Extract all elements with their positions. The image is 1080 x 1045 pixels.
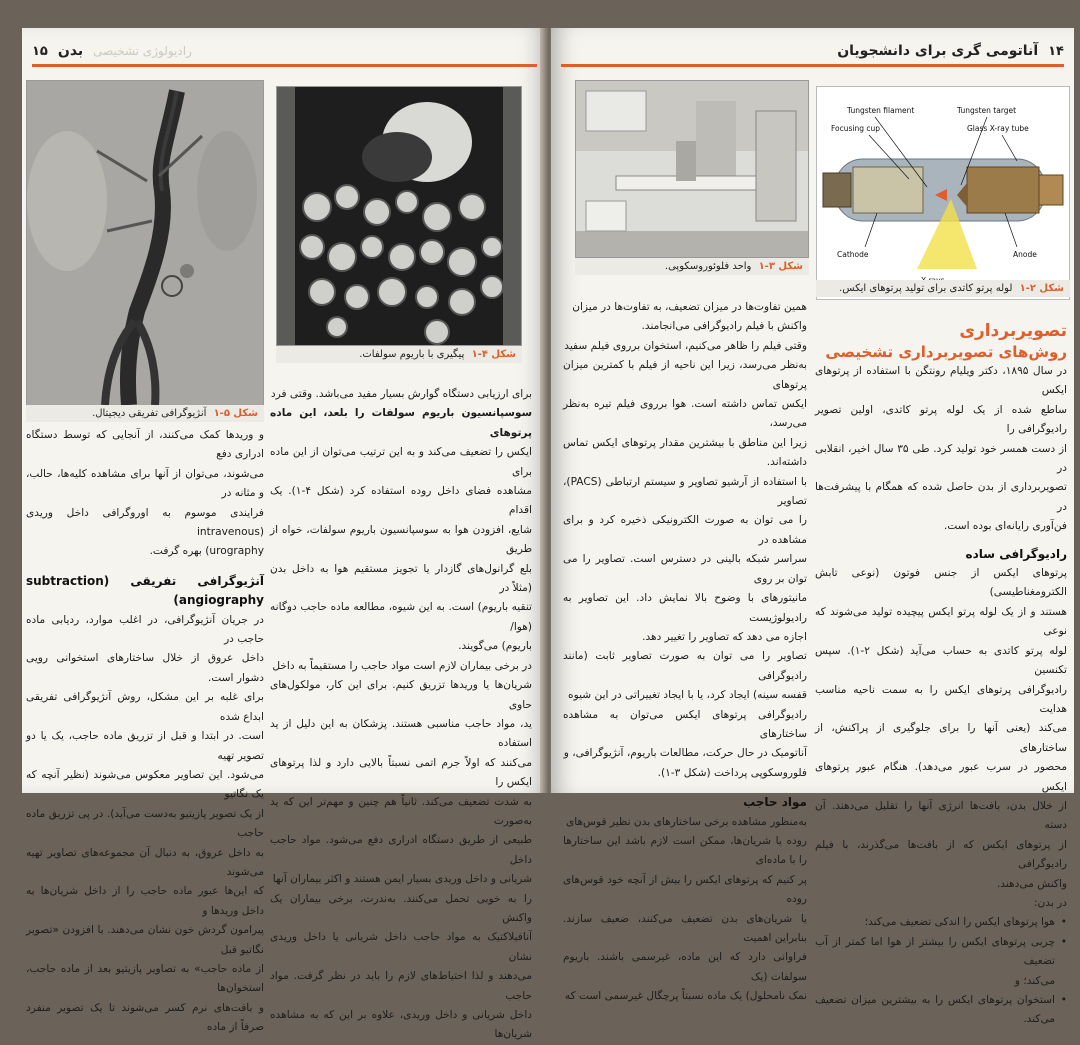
text-line: فن‌آوری رایانه‌ای بوده است. (943, 520, 1067, 533)
label-cathode: Cathode (837, 250, 869, 259)
left-page-right-column (270, 385, 532, 1045)
text-line: و بافت‌های نرم کسر می‌شوند تا یک تصویر منفرد صرفاً از ماده (26, 1001, 264, 1034)
figure-2-caption (816, 280, 1070, 297)
text-line: می‌شوند، می‌توان از آنها برای مشاهده کلیه‌ها، حالب، و مثانه در (26, 467, 264, 500)
text-line: می‌کند (یعنی آنها را برای جلوگیری از پراکنش، از ساختارهای (815, 722, 1067, 754)
text-line: می‌دهند و لذا احتیاط‌های لازم را باید در نظر گرفت. مواد حاجب (270, 970, 532, 1002)
text-line: زیرا این مناطق با بیشترین مقدار پرتوهای ایکس تماس داشته‌اند. (563, 436, 807, 469)
text-line: یا شریان‌های بدن تضعیف می‌کنند، ضعیف سازند. بنابراین اهمیت (563, 912, 807, 944)
bullet-item: • هوا پرتوهای ایکس را اندکی تضعیف می‌کند؛ (815, 913, 1067, 932)
label-tungsten-filament: Tungsten filament (847, 106, 915, 115)
figure-3-caption (575, 258, 809, 275)
text-line: در سال ۱۸۹۵، دکتر ویلیام رونتگن با استفاده از پرتوهای ایکس (815, 365, 1067, 397)
text-line: ساطع شده از یک لوله پرتو کاتدی، اولین تصویر رادیوگرافی را (815, 403, 1067, 436)
text-line: برای ارزیابی دستگاه گوارش بسیار مفید می‌باشد. وقتی فرد (270, 388, 532, 400)
figure-4-caption (276, 346, 522, 363)
figure-4-label: شکل ۴-۱ (471, 349, 516, 360)
text-line: پرتوهای ایکس از جنس فوتون (نوعی تابش الکترومغناطیسی) (815, 567, 1067, 599)
section-subtitle: روش‌های تصویربرداری تشخیصی (825, 343, 1067, 361)
text-line: باریوم) می‌گویند. (458, 640, 532, 653)
text-line: پیرامون گردش خون نشان می‌دهند. با افزودن «تصویر نگاتیو قبل (26, 924, 264, 956)
bullet-item: • استخوان پرتوهای ایکس را به بیشترین میزان تضعیف می‌کند. (815, 991, 1067, 1030)
label-glass-tube: Glass X-ray tube (967, 124, 1029, 133)
text-line: نمک نامحلول) یک ماده نسبتاً پرچگال غیرسمی است که (564, 990, 807, 1003)
figure-5-label: شکل ۵-۱ (213, 408, 258, 419)
fluoroscopy-unit-photo (575, 80, 809, 258)
text-line: شایع، افزودن هوا به سوسپانسیون باریوم سولفات، خواه از طریق (270, 523, 532, 556)
contrast-agents-heading: مواد حاجب (743, 795, 807, 810)
text-line: در جریان آنژیوگرافی، در اغلب موارد، ردیابی ماده حاجب در (26, 613, 264, 646)
text-line: پر کنیم که پرتوهای ایکس را بیش از آنچه خود قوس‌های روده (563, 873, 807, 906)
left-page-left-column (26, 426, 264, 1038)
text-line: سوسپانسیون باریوم سولفات را بلعد، این ماده پرتوهای (270, 407, 532, 439)
text-line: در بدن: (1033, 896, 1067, 909)
text-line: مانیتورهای با وضوح بالا نمایش داد. این تصاویر به رادیولوژیست (563, 592, 807, 624)
text-line: روده یا شریان‌ها، ممکن است لازم باشد این ساختارها را با ماده‌ای (563, 834, 807, 867)
text-line: و وریدها کمک می‌کنند، از آنجایی که توسط دستگاه ادراری دفع (26, 429, 264, 461)
right-running-title: آناتومی گری برای دانشجویان (837, 43, 1039, 59)
text-line: سراسر شبکه بالینی در دسترس است. تصاویر را می توان بر روی (563, 553, 807, 585)
text-line: فلوروسکوپی پرداخت (شکل ۳-۱). (657, 766, 807, 779)
right-page (551, 28, 1074, 1026)
text-line: همین تفاوت‌ها در میزان تضعیف، به تفاوت‌ها در میزان (572, 301, 807, 313)
text-line: به‌نظر می‌رسد، زیرا این ناحیه از فیلم با کمترین میزان پرتوهای (563, 359, 807, 391)
figure-2-text: لوله پرتو کاتدی برای تولید پرتوهای ایکس. (839, 283, 1013, 294)
figure-5-text: آنژیوگرافی تفریقی دیجیتال. (92, 408, 207, 419)
text-line: واکنش می‌دهند. (996, 877, 1067, 890)
text-line: از خلال بدن، بافت‌ها انرژی آنها را تقلیل می‌دهند. آن دسته (815, 799, 1067, 832)
barium-xray-image (276, 86, 522, 346)
right-page-number: ۱۴ (1048, 43, 1064, 59)
right-page-header (561, 38, 1064, 67)
text-line: آناتومیک در حال حرکت، مطالعات باریوم، آنژیوگرافی، و (563, 747, 807, 760)
text-line: بلع گرانول‌های گازدار یا تجویز مستقیم هوا به داخل بدن (مثلاً در (270, 562, 532, 595)
text-line: به شدت تضعیف می‌کند. ثانیاً هم چنین و مهم‌تر این که ید به‌صورت (270, 795, 532, 827)
text-line: با استفاده از آرشیو تصاویر و سیستم ارتباطی (PACS)، تصاویر (563, 475, 807, 508)
text-line: رادیوگرافی پرتوهای ایکس را به سمت ناحیه مناسب هدایت (815, 683, 1067, 715)
text-line: لوله پرتو کاتدی به حساب می‌آید (شکل ۲-۱). سپس تکنسین (815, 644, 1067, 677)
right-page-right-column (815, 320, 1067, 1030)
text-line: به‌منظور مشاهده برخی ساختارهای بدن نظیر قوس‌های (565, 815, 807, 828)
text-line: شریان‌ها یا وریدها تزریق کنیم. برای این کار، مولکول‌های حاوی (270, 679, 532, 711)
left-page-number: ۱۵ (32, 43, 48, 59)
text-line: داخل شریانی و داخل وریدی، علاوه بر این که به مشاهده شریان‌ها (270, 1009, 532, 1041)
text-line: تصاویر را می توان به صورت تصاویر ثابت (مانند رادیوگرافی (563, 650, 807, 682)
figure-2-label: شکل ۲-۱ (1019, 283, 1064, 294)
text-line: تنقیه باریوم) است. به این شیوه، مطالعه ماده حاجب دوگانه (هوا/ (270, 601, 532, 633)
label-anode: Anode (1013, 250, 1037, 259)
left-page-header (32, 38, 537, 67)
text-line: وقتی فیلم را ظاهر می‌کنیم، استخوان برروی فیلم سفید (564, 339, 807, 352)
text-line: برای غلبه بر این مشکل، روش آنژیوگرافی تفریقی ابداع شده (26, 691, 264, 723)
text-line: فرایندی موسوم به اوروگرافی داخل وریدی (intravenous (26, 506, 264, 539)
text-line: از یک تصویر پازیتیو به‌دست می‌آید). در پی تزریق ماده حاجب (26, 807, 264, 840)
subtraction-angiography-heading: آنژیوگرافی تفریقی (subtraction angiography) (26, 573, 264, 608)
text-line: شریانی و داخل وریدی بسیار ایمن هستند و اکثر بیماران آنها (272, 873, 532, 886)
figure-3-text: واحد فلوئوروسکوپی. (664, 261, 752, 272)
text-line: ایکس را تضعیف می‌کند و به این ترتیب می‌توان از این ماده برای (270, 446, 532, 478)
text-line: به داخل عروق، به دنبال آن مجموعه‌های تصاویر تهیه می‌شوند (26, 846, 264, 878)
text-line: قفسه سینه) ایجاد کرد، یا با ایجاد تغییراتی در این شیوه (568, 689, 807, 702)
label-tungsten-target: Tungsten target (957, 106, 1017, 115)
text-line: در برخی بیماران لازم است مواد حاجب را مستقیماً به داخل (272, 659, 532, 672)
text-line: می‌کنند که اولاً جرم اتمی نسبتاً بالایی دارد و لذا پرتوهای ایکس را (270, 756, 532, 789)
figure-3-label: شکل ۳-۱ (758, 261, 803, 272)
left-running-title: بدن (57, 43, 84, 59)
text-line: از ماده حاجب» به تصاویر پازیتیو بعد از ماده حاجب، استخوان‌ها (26, 962, 264, 995)
figure-4-text: پیگیری با باریوم سولفات. (359, 349, 465, 360)
text-line: هستند و از یک لوله پرتو ایکس پیچیده تولید می‌شوند که نوعی (815, 605, 1067, 638)
figure-5-caption (26, 405, 264, 422)
text-line: اجازه می دهد که تصاویر را تغییر دهد. (642, 630, 807, 643)
text-line: است. در ابتدا و قبل از تزریق ماده حاجب، یک یا دو تصویر تهیه (26, 730, 264, 762)
text-line: می‌کند؛ و (1014, 974, 1055, 987)
bullet-item: • چربی پرتوهای ایکس را بیشتر از هوا اما کمتر از آب تضعیف (815, 933, 1067, 972)
text-line: مشاهده فضای داخل روده استفاده کرد (شکل ۴-۱). یک اقدام (270, 485, 532, 517)
angiography-image (26, 80, 264, 406)
right-page-left-column (563, 298, 807, 1007)
xray-tube-diagram (816, 86, 1070, 300)
text-line: داخل عروق از خلال ساختارهای استخوانی رویی دشوار است. (26, 652, 264, 684)
text-line: طبیعی از طریق دستگاه ادراری دفع می‌شود. مواد حاجب داخل (270, 834, 532, 866)
text-line: را به خوبی تحمل می‌کنند. به‌ندرت، برخی بیماران یک واکنش (270, 892, 532, 924)
text-line: فراوانی دارد که این ماده، غیرسمی باشند. باریوم سولفات (یک (563, 951, 807, 983)
text-line: می‌شود. این تصاویر معکوس می‌شوند (نظیر آنچه که یک نگاتیو (26, 768, 264, 801)
text-line: تصویربرداری از بدن حاصل شده که همگام با پیشرفت‌ها در (815, 481, 1067, 513)
left-faded-heading: رادیولوژی تشخیصی (93, 44, 192, 58)
left-page (22, 28, 547, 1041)
text-line: رادیوگرافی پرتوهای ایکس می‌توان به مشاهده ساختارهای (563, 708, 807, 740)
plain-radiography-heading: رادیوگرافی ساده (965, 546, 1067, 561)
text-line: ایکس تماس داشته است. هوا برروی فیلم تیره به‌نظر می‌رسد، (563, 398, 807, 430)
label-focusing-cup: Focusing cup (831, 124, 881, 133)
text-line: آنافیلاکتیک به مواد حاجب داخل شریانی یا داخل وریدی نشان (270, 931, 532, 963)
text-line: را می توان به صورت الکترونیکی ذخیره کرد و برای مشاهده در (563, 514, 807, 546)
text-line: ید، مواد حاجب مناسبی هستند. پزشکان به این دلیل از ید استفاده (270, 717, 532, 750)
text-line: واکنش با فیلم رادیوگرافی می‌انجامند. (641, 320, 807, 333)
text-line: که این‌ها عبور ماده حاجب را از داخل شریان‌ها به داخل وریدها و (26, 885, 264, 917)
text-line: از پرتوهای ایکس که از بافت‌ها می‌گذرند، با فیلم رادیوگرافی (815, 838, 1067, 871)
text-line: محصور در سرب عبور می‌دهد). هنگام عبور پرتوهای ایکس (815, 761, 1067, 793)
section-title: تصویربرداری (959, 321, 1067, 341)
text-line: urography) بهره گرفت. (149, 545, 264, 558)
text-line: از دست همسر خود تولید کرد. طی ۳۵ سال اخیر، انقلابی در (815, 442, 1068, 475)
